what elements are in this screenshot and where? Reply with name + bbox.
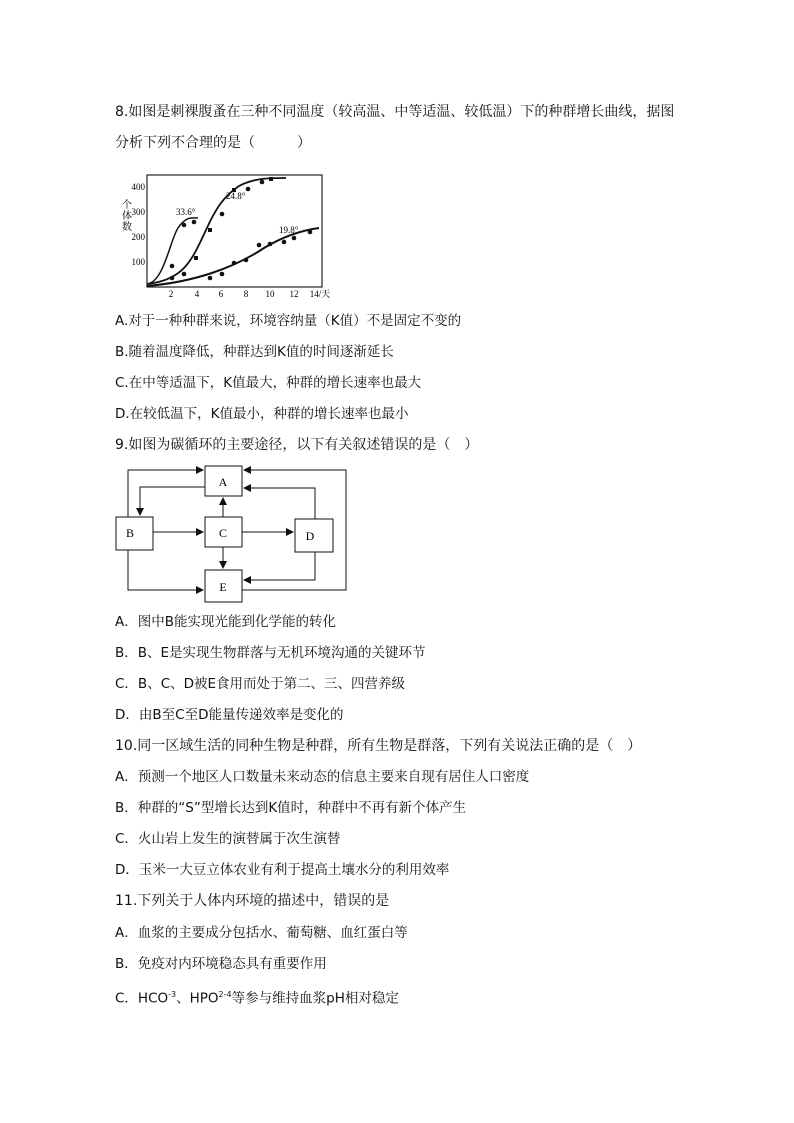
q11-c-sup2: 2-4 — [218, 990, 232, 999]
label-19.8: 19.8° — [279, 225, 299, 235]
q11-option-c — [115, 986, 399, 1008]
q8-option-c: C.在中等适温下，K值最大，种群的增长速率也最大 — [115, 375, 422, 391]
q11-c-sup1: -3 — [168, 990, 177, 999]
q10-option-b: B．种群的“S”型增长达到K值时，种群中不再有新个体产生 — [115, 800, 467, 816]
label-d: D — [305, 529, 315, 543]
xtick-10: 10 — [265, 289, 275, 299]
xtick-6: 6 — [218, 289, 224, 299]
q8-stem-line2: 分析下列不合理的是（ ） — [115, 135, 311, 151]
xtick-unit: 14/天 — [309, 289, 331, 299]
q10-option-a: A．预测一个地区人口数量未来动态的信息主要来自现有居住人口密度 — [115, 769, 530, 785]
population-growth-figure — [114, 170, 331, 300]
ytick-400: 400 — [131, 182, 145, 192]
q8-stem-line1: 8.如图是刺裸腹蚤在三种不同温度（较高温、中等适温、较低温）下的种群增长曲线，据图 — [115, 104, 675, 120]
ytick-200: 200 — [131, 232, 145, 242]
ytick-300: 300 — [131, 207, 145, 217]
q11-option-a: A．血浆的主要成分包括水、葡萄糖、血红蛋白等 — [115, 925, 408, 941]
carbon-cycle-diagram — [110, 462, 355, 607]
label-b: B — [125, 526, 135, 540]
xtick-8: 8 — [243, 289, 249, 299]
arrow-b-to-a — [128, 470, 203, 517]
q11-c-mid: 、HPO — [176, 990, 219, 1007]
xtick-2: 2 — [168, 289, 174, 299]
q8-option-b: B.随着温度降低，种群达到K值的时间逐渐延长 — [115, 344, 394, 360]
label-24.8: 24.8° — [226, 191, 246, 201]
arrow-d-to-a — [244, 488, 315, 519]
q9-option-a: A．图中B能实现光能到化学能的转化 — [115, 614, 336, 630]
q8-option-d: D.在较低温下，K值最小，种群的增长速率也最小 — [115, 406, 409, 422]
q10-option-d: D．玉米一大豆立体农业有利于提高土壤水分的利用效率 — [115, 862, 450, 878]
q9-stem: 9.如图为碳循环的主要途径，以下有关叙述错误的是（ ） — [115, 437, 479, 453]
y-axis-label: 个体数 — [122, 200, 132, 233]
q10-stem: 10.同一区域生活的同种生物是种群，所有生物是群落，下列有关说法正确的是（ ） — [115, 738, 642, 754]
xtick-12: 12 — [289, 289, 299, 299]
q9-option-c: C．B、C、D被E食用而处于第二、三、四营养级 — [115, 676, 406, 692]
q9-option-d: D．由B至C至D能量传递效率是变化的 — [115, 707, 344, 723]
label-a: A — [218, 475, 228, 489]
q11-stem: 11.下列关于人体内环境的描述中，错误的是 — [115, 893, 390, 909]
q11-c-prefix: C．HCO — [115, 990, 169, 1007]
label-e: E — [219, 580, 227, 594]
q11-option-b: B．免疫对内环境稳态具有重要作用 — [115, 956, 327, 972]
curve-33.6 — [147, 218, 198, 284]
arrow-d-to-e — [244, 552, 315, 580]
label-33.6: 33.6° — [176, 207, 196, 217]
arrow-b-to-e — [128, 550, 203, 590]
q11-c-suffix: 等参与维持血浆pH相对稳定 — [231, 990, 399, 1007]
q9-option-b: B．B、E是实现生物群落与无机环境沟通的关键环节 — [115, 645, 426, 661]
label-c: C — [218, 526, 228, 540]
q10-option-c: C．火山岩上发生的演替属于次生演替 — [115, 831, 341, 847]
box-b — [116, 517, 153, 550]
arrow-a-to-b — [140, 487, 205, 515]
ytick-100: 100 — [131, 257, 145, 267]
q8-option-a: A.对于一种种群来说，环境容纳量（K值）不是固定不变的 — [115, 313, 462, 329]
xtick-4: 4 — [194, 289, 200, 299]
curve-24.8 — [147, 178, 286, 284]
